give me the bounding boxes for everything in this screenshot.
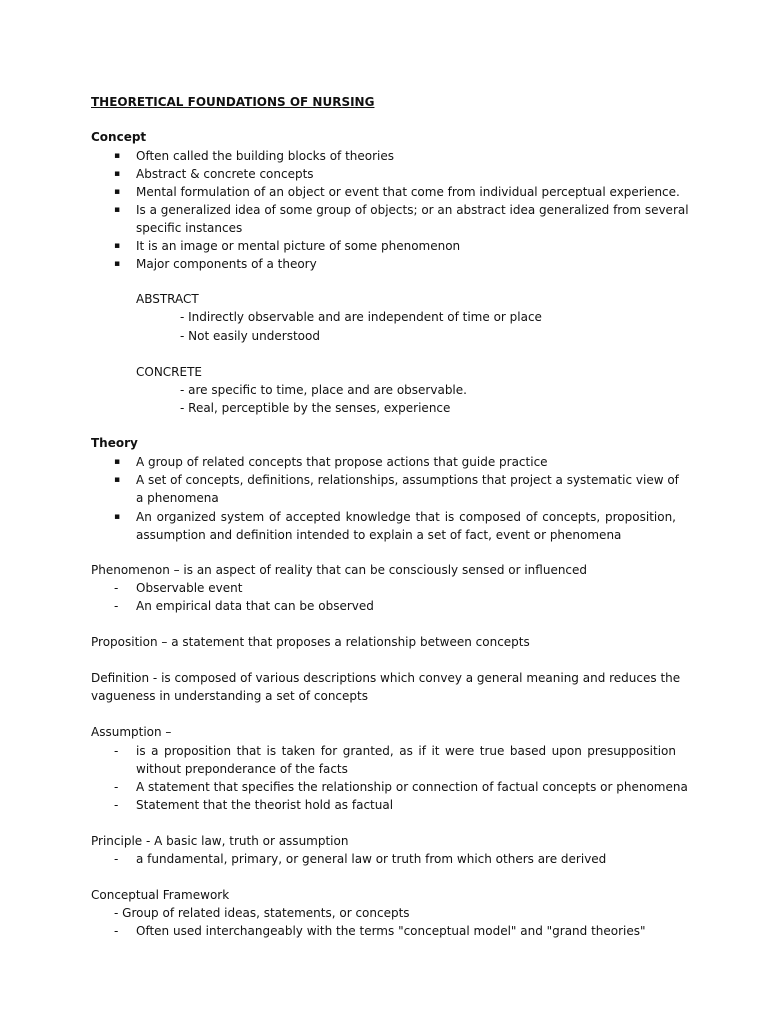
phenomenon-item: An empirical data that can be observed	[136, 599, 374, 613]
assumption-item: A statement that specifies the relationship or connection of factual concepts or phenomena	[136, 780, 688, 794]
concrete-item: - Real, perceptible by the senses, experience	[180, 401, 451, 415]
bullet-icon: ▪	[114, 259, 121, 269]
concept-bullet-text: Abstract & concrete concepts	[136, 167, 314, 181]
definition-text: Definition - is composed of various descriptions which convey a general meaning and reduces the	[91, 671, 681, 685]
phenomenon-item: Observable event	[136, 581, 243, 595]
assumption-text: Assumption –	[91, 725, 172, 739]
phenomenon-text: Phenomenon – is an aspect of reality that can be consciously sensed or influenced	[91, 563, 588, 577]
dash-icon: -	[114, 924, 119, 938]
abstract-label: ABSTRACT	[136, 292, 199, 306]
dash-icon: -	[114, 780, 119, 794]
bullet-icon: ▪	[114, 187, 121, 197]
concept-bullet-text: Major components of a theory	[136, 257, 317, 271]
bullet-icon: ▪	[114, 457, 121, 467]
dash-icon: -	[114, 581, 119, 595]
theory-bullet-text: A set of concepts, definitions, relationships, assumptions that project a systematic view of	[136, 473, 679, 487]
bullet-icon: ▪	[114, 169, 121, 179]
concept-bullet-text: Is a generalized idea of some group of objects; or an abstract idea generalized from several	[136, 203, 689, 217]
bullet-icon: ▪	[114, 205, 121, 215]
proposition-text: Proposition – a statement that proposes a relationship between concepts	[91, 635, 530, 649]
theory-heading: Theory	[91, 436, 138, 450]
concept-bullet-text-continued: specific instances	[136, 221, 243, 235]
bullet-icon: ▪	[114, 151, 121, 161]
concept-heading: Concept	[91, 130, 147, 144]
definition-text-continued: vagueness in understanding a set of concepts	[91, 689, 368, 703]
concrete-label: CONCRETE	[136, 365, 203, 379]
conceptual-framework-text: Conceptual Framework	[91, 888, 230, 902]
concept-bullet-text: Often called the building blocks of theories	[136, 149, 395, 163]
bullet-icon: ▪	[114, 512, 121, 522]
concept-bullet-text: Mental formulation of an object or event that come from individual perceptual experience.	[136, 185, 680, 199]
conceptual-framework-item: Often used interchangeably with the terms "conceptual model" and "grand theories"	[136, 924, 646, 938]
theory-bullet-text-continued: a phenomena	[136, 491, 219, 505]
abstract-item: - Not easily understood	[180, 329, 320, 343]
assumption-item-continued: without preponderance of the facts	[136, 762, 348, 776]
theory-bullet-text: A group of related concepts that propose actions that guide practice	[136, 455, 548, 469]
concrete-item: - are specific to time, place and are observable.	[180, 383, 467, 397]
theory-bullet-text-continued: assumption and definition intended to explain a set of fact, event or phenomena	[136, 528, 622, 542]
dash-icon: -	[114, 599, 119, 613]
dash-icon: -	[114, 744, 119, 758]
bullet-icon: ▪	[114, 241, 121, 251]
theory-bullet-text: An organized system of accepted knowledge that is composed of concepts, proposition,	[136, 510, 676, 524]
principle-item: a fundamental, primary, or general law or truth from which others are derived	[136, 852, 607, 866]
document-title: THEORETICAL FOUNDATIONS OF NURSING	[91, 95, 375, 109]
conceptual-framework-item: - Group of related ideas, statements, or concepts	[114, 906, 410, 920]
assumption-item: is a proposition that is taken for granted, as if it were true based upon presupposition	[136, 744, 676, 758]
dash-icon: -	[114, 798, 119, 812]
dash-icon: -	[114, 852, 119, 866]
abstract-item: - Indirectly observable and are independent of time or place	[180, 310, 542, 324]
bullet-icon: ▪	[114, 475, 121, 485]
assumption-item: Statement that the theorist hold as factual	[136, 798, 394, 812]
concept-bullet-text: It is an image or mental picture of some phenomenon	[136, 239, 461, 253]
principle-text: Principle - A basic law, truth or assumption	[91, 834, 349, 848]
